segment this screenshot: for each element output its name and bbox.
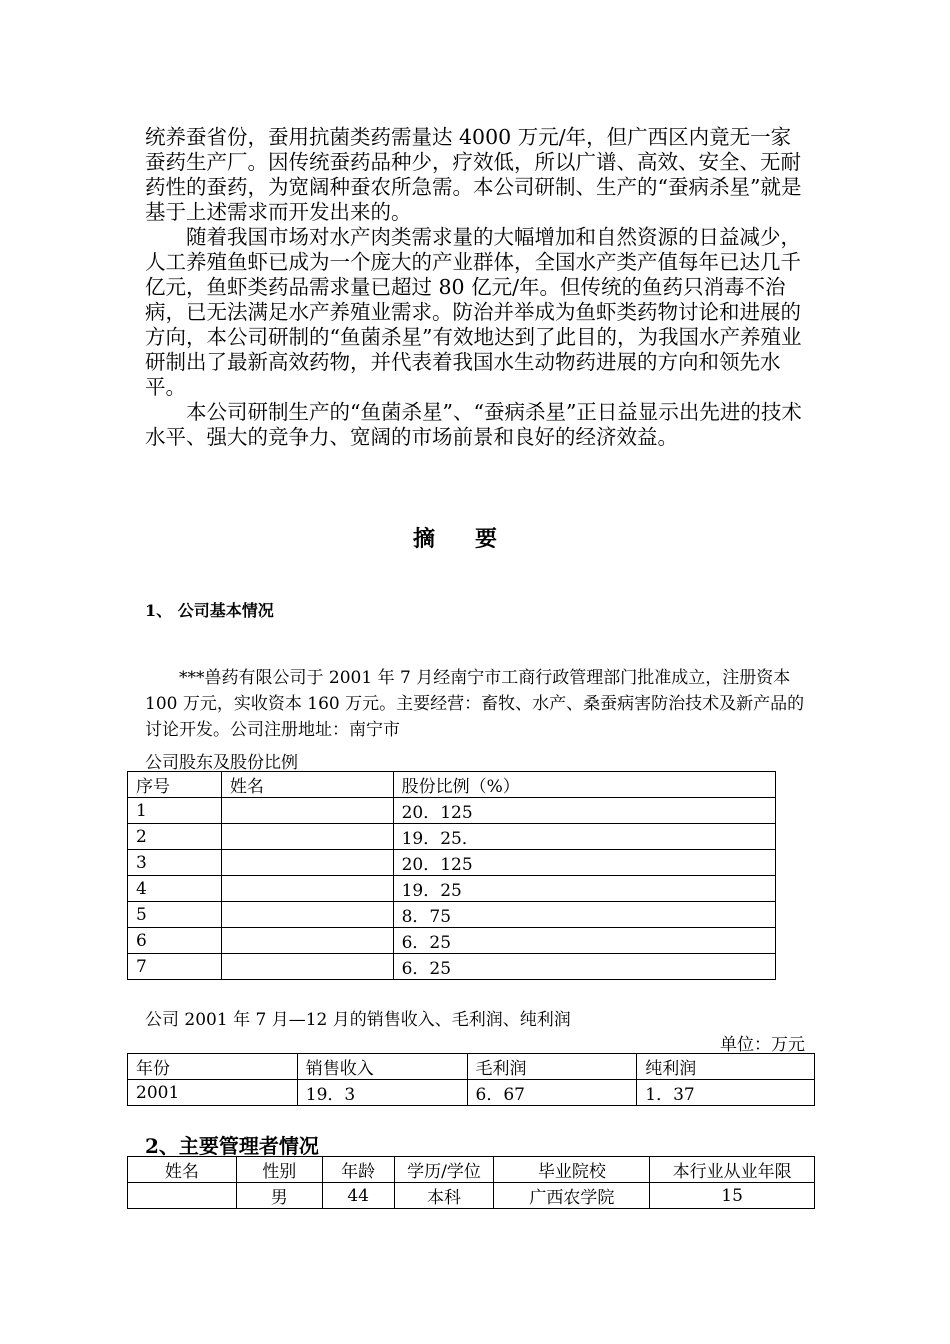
table-cell: 6．25 [393,954,775,980]
shareholders-table [127,771,776,980]
table-cell: 6．67 [467,1080,637,1106]
table-row [128,850,776,876]
table-cell [128,1183,237,1209]
section-2-title: 2、主要管理者情况 [145,1134,319,1158]
table-row [128,954,776,980]
table-header-row [128,1054,815,1080]
company-intro: ***兽药有限公司于 2001 年 7 月经南宁市工商行政管理部门批准成立，注册资本 100 万元，实收资本 160 万元。主要经营：畜牧、水产、桑蚕病害防治技术及新产品的讨论开发。公司注册地址：南宁市 [145,668,805,740]
table-cell: 1 [128,798,222,824]
sales-table [127,1053,815,1106]
table-cell [221,876,393,902]
header-cell: 姓名 [221,772,393,798]
table-cell: 4 [128,876,222,902]
table-cell: 6．25 [393,928,775,954]
header-cell: 学历/学位 [394,1157,494,1183]
table-header-row [128,772,776,798]
table-row [128,798,776,824]
table-cell: 广西农学院 [494,1183,650,1209]
table-row [128,928,776,954]
table-header-row [128,1157,815,1183]
table-cell: 2 [128,824,222,850]
sales-caption: 公司 2001 年 7 月—12 月的销售收入、毛利润、纯利润 [145,1010,571,1030]
header-cell: 本行业从业年限 [650,1157,815,1183]
shareholders-caption: 公司股东及股份比例 [145,753,298,773]
table-cell [221,824,393,850]
table-cell: 44 [322,1183,394,1209]
table-cell: 1．37 [637,1080,815,1106]
header-cell: 姓名 [128,1157,237,1183]
table-cell: 8．75 [393,902,775,928]
table-cell [221,850,393,876]
paragraph-3: 本公司研制生产的“鱼菌杀星”、“蚕病杀星”正日益显示出先进的技术水平、强大的竞争力、宽阔的市场前景和良好的经济效益。 [145,400,802,449]
managers-table [127,1156,815,1209]
table-row [128,1080,815,1106]
sales-unit: 单位：万元 [720,1035,805,1055]
header-cell: 年份 [128,1054,298,1080]
table-cell: 20．125 [393,850,775,876]
table-cell: 本科 [394,1183,494,1209]
paragraph-1: 统养蚕省份，蚕用抗菌类药需量达 4000 万元/年，但广西区内竟无一家蚕药生产厂。因传统蚕药品种少，疗效低，所以广谱、高效、安全、无耐药性的蚕药，为宽阔种蚕农所急需。本公司研制、生产的“蚕病杀星”就是基于上述需求而开发出来的。 [145,125,802,224]
header-cell: 毕业院校 [494,1157,650,1183]
table-cell [221,902,393,928]
table-row [128,1183,815,1209]
header-cell: 股份比例（%） [393,772,775,798]
table-cell: 5 [128,902,222,928]
table-cell: 7 [128,954,222,980]
table-cell [221,798,393,824]
table-cell: 19．3 [297,1080,467,1106]
table-cell: 20．125 [393,798,775,824]
table-row [128,824,776,850]
table-cell [221,954,393,980]
table-cell: 2001 [128,1080,298,1106]
header-cell: 年龄 [322,1157,394,1183]
table-cell: 男 [236,1183,322,1209]
header-cell: 序号 [128,772,222,798]
table-row [128,876,776,902]
table-row [128,902,776,928]
table-cell: 19．25． [393,824,775,850]
table-cell: 6 [128,928,222,954]
table-cell: 3 [128,850,222,876]
header-cell: 性别 [236,1157,322,1183]
header-cell: 销售收入 [297,1054,467,1080]
summary-title: 摘要 [412,526,537,552]
paragraph-2: 随着我国市场对水产肉类需求量的大幅增加和自然资源的日益减少，人工养殖鱼虾已成为一个庞大的产业群体，全国水产类产值每年已达几千亿元，鱼虾类药品需求量已超过 80 亿元/年。但传统的鱼药只消毒不治病，已无法满足水产养殖业需求。防治并举成为鱼虾类药物讨论和进展的方向，本公司研制的“鱼菌杀星”有效地达到了此目的，为我国水产养殖业研制出了最新高效药物，并代表着我国水生动物药进展的方向和领先水平。 [145,225,802,399]
section-1-title: 1、 公司基本情况 [145,601,274,620]
header-cell: 毛利润 [467,1054,637,1080]
table-cell: 19．25 [393,876,775,902]
header-cell: 纯利润 [637,1054,815,1080]
table-cell: 15 [650,1183,815,1209]
table-cell [221,928,393,954]
